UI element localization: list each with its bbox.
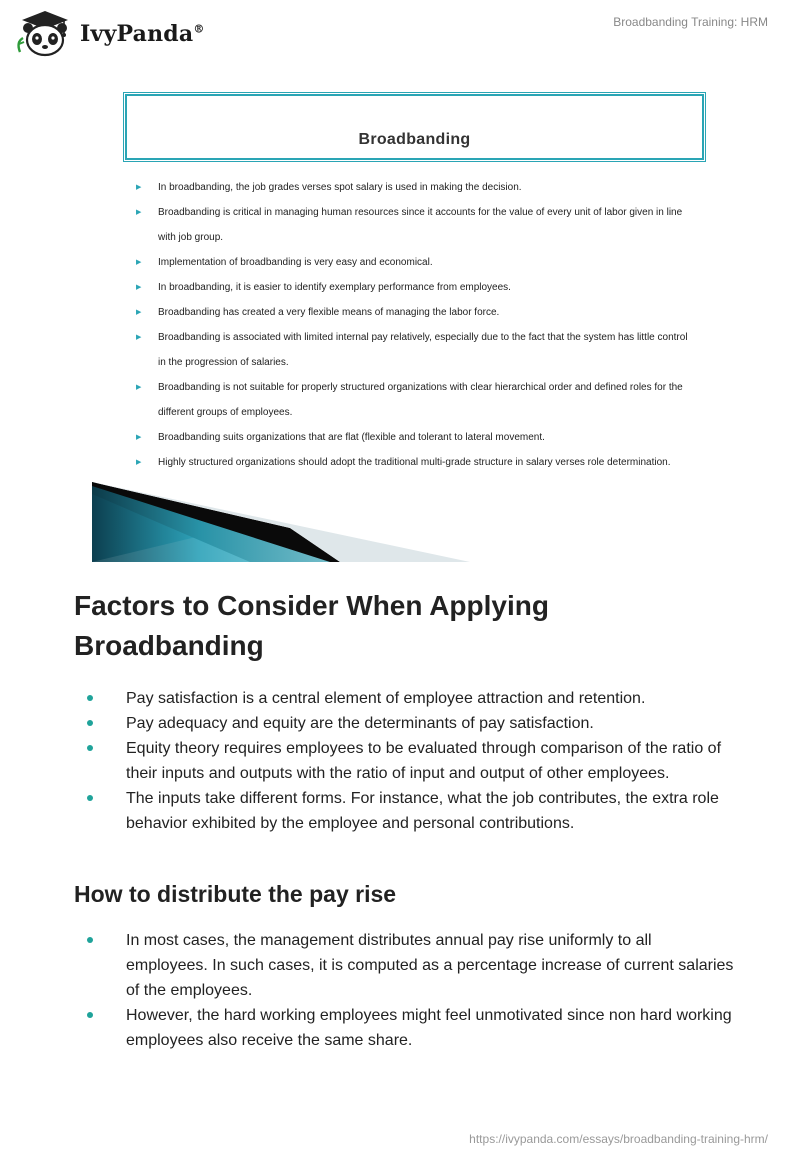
- slide-bullet-text: Broadbanding is associated with limited internal pay relatively, especially due to the fact that the system has little control in the progression of salaries.: [158, 332, 688, 368]
- slide-bullet-text: Highly structured organizations should adopt the traditional multi-grade structure in salary verses role determination.: [158, 457, 671, 468]
- slide-bullet-text: In broadbanding, the job grades verses spot salary is used in making the decision.: [158, 182, 522, 193]
- slide-bullet-item: [136, 200, 696, 250]
- dot-bullet-icon: [87, 1012, 93, 1018]
- slide-bullet-text: Implementation of broadbanding is very easy and economical.: [158, 257, 433, 268]
- pay-rise-bullet-text: In most cases, the management distributes annual pay rise uniformly to all employees. In such cases, it is computed as a percentage increase of current salaries of the employees.: [126, 932, 734, 999]
- slide-bullet-item: [136, 450, 696, 475]
- slide-bullet-text: In broadbanding, it is easier to identify exemplary performance from employees.: [158, 282, 511, 293]
- factors-bullet-text: Pay satisfaction is a central element of employee attraction and retention.: [126, 690, 646, 707]
- triangle-bullet-icon: ▶: [136, 309, 142, 316]
- slide-title-box: [123, 92, 706, 162]
- pay-rise-bullet-list: [74, 928, 734, 1053]
- triangle-bullet-icon: ▶: [136, 259, 142, 266]
- slide-bullet-text: Broadbanding has created a very flexible means of managing the labor force.: [158, 307, 500, 318]
- triangle-bullet-icon: ▶: [136, 184, 142, 191]
- slide-bullet-text: Broadbanding suits organizations that are flat (flexible and tolerant to lateral movement.: [158, 432, 545, 443]
- slide-bullet-list: [136, 175, 696, 475]
- factors-bullet-text: Pay adequacy and equity are the determinants of pay satisfaction.: [126, 715, 594, 732]
- factors-bullet-list: [74, 686, 734, 836]
- factors-bullet-text: Equity theory requires employees to be evaluated through comparison of the ratio of their inputs and outputs with the ratio of input and output of other employees.: [126, 740, 722, 782]
- triangle-bullet-icon: ▶: [136, 284, 142, 291]
- factors-bullet-text: The inputs take different forms. For instance, what the job contributes, the extra role behavior exhibited by the employee and personal contributions.: [126, 790, 719, 832]
- slide-bullet-item: [136, 250, 696, 275]
- triangle-bullet-icon: ▶: [136, 459, 142, 466]
- factors-bullet-item: [74, 786, 734, 836]
- factors-bullet-item: [74, 736, 734, 786]
- section-heading-factors: Factors to Consider When Applying Broadbanding: [74, 590, 549, 661]
- pay-rise-bullet-item: [74, 928, 734, 1003]
- pay-rise-bullet-item: [74, 1003, 734, 1053]
- slide-bullet-item: [136, 425, 696, 450]
- dot-bullet-icon: [87, 795, 93, 801]
- triangle-bullet-icon: ▶: [136, 209, 142, 216]
- slide-bullet-item: [136, 175, 696, 200]
- factors-bullet-item: [74, 711, 734, 736]
- dot-bullet-icon: [87, 695, 93, 701]
- slide-bullet-item: [136, 375, 696, 425]
- pay-rise-bullet-text: However, the hard working employees might feel unmotivated since non hard working employees also receive the same share.: [126, 1007, 732, 1049]
- slide-decoration: [90, 482, 490, 562]
- dot-bullet-icon: [87, 745, 93, 751]
- slide-bullet-item: [136, 300, 696, 325]
- dot-bullet-icon: [87, 720, 93, 726]
- triangle-bullet-icon: ▶: [136, 334, 142, 341]
- slide-title: Broadbanding: [358, 131, 471, 148]
- triangle-bullet-icon: ▶: [136, 434, 142, 441]
- section-heading-pay-rise: How to distribute the pay rise: [74, 881, 397, 907]
- slide-bullet-text: Broadbanding is critical in managing human resources since it accounts for the value of every unit of labor given in line with job group.: [158, 207, 683, 243]
- slide-image: [90, 90, 712, 562]
- slide-bullet-item: [136, 325, 696, 375]
- dot-bullet-icon: [87, 937, 93, 943]
- ivypanda-logo[interactable]: [14, 8, 224, 58]
- panda-graduate-icon: [14, 8, 76, 58]
- slide-bullet-item: [136, 275, 696, 300]
- document-title: Broadbanding Training: HRM: [613, 15, 768, 29]
- source-url[interactable]: https://ivypanda.com/essays/broadbanding-training-hrm/: [469, 1132, 768, 1146]
- slide-bullet-text: Broadbanding is not suitable for properly structured organizations with clear hierarchical order and defined roles for the different groups of employees.: [158, 382, 683, 418]
- brand-name: IvyPanda®: [80, 21, 205, 47]
- factors-bullet-item: [74, 686, 734, 711]
- triangle-bullet-icon: ▶: [136, 384, 142, 391]
